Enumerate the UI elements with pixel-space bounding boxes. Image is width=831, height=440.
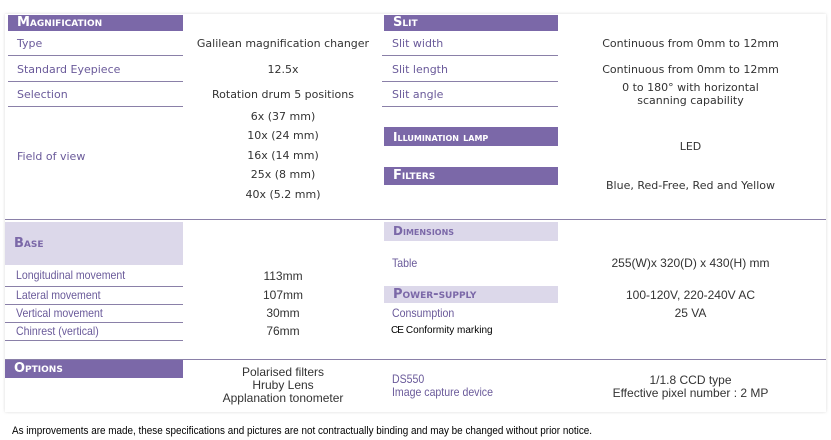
slit-width-label: Slit width [392, 37, 444, 50]
type-label: Type [17, 37, 43, 50]
power-supply-header: Power-supply [384, 286, 558, 303]
row-divider [382, 55, 558, 56]
lateral-label: Lateral movement [16, 288, 101, 302]
row-divider [8, 106, 183, 107]
filters-value: Blue, Red-Free, Red and Yellow [606, 179, 775, 192]
row-divider [5, 304, 183, 305]
filters-header: Filters [384, 167, 558, 185]
field-of-view-label: Field of view [17, 150, 86, 163]
longitudinal-label: Longitudinal movement [16, 268, 126, 282]
row-divider [8, 55, 183, 56]
eyepiece-label: Standard Eyepiece [17, 63, 121, 76]
table-label: Table [392, 256, 418, 270]
dimensions-header: Dimensions [384, 222, 558, 241]
ce-conformity [391, 325, 493, 336]
option-item: Polarised filters [241, 365, 325, 379]
table-value: 255(W)x 320(D) x 430(H) mm [611, 256, 770, 270]
illumination-header: Illumination lamp [384, 127, 558, 146]
device-sublabel: Image capture device [392, 385, 493, 399]
option-item: Hruby Lens [252, 378, 314, 392]
row-divider [382, 81, 558, 82]
illumination-value: LED [679, 140, 702, 153]
magnification-header: Magnification [8, 15, 183, 31]
row-divider [5, 322, 183, 323]
lateral-value: 107mm [262, 288, 303, 302]
slit-width-value: Continuous from 0mm to 12mm [602, 37, 779, 50]
ce-mark-icon: CE [391, 325, 403, 336]
divider [5, 219, 826, 220]
fov-value: 6x (37 mm) [250, 110, 316, 123]
row-divider [382, 106, 558, 107]
option-item: Applanation tonometer [222, 391, 344, 405]
row-divider [8, 81, 183, 82]
selection-value: Rotation drum 5 positions [212, 88, 354, 101]
fov-value: 16x (14 mm) [247, 149, 319, 162]
type-value: Galilean magnification changer [196, 37, 370, 50]
base-header: Base [5, 222, 183, 265]
consumption-value: 25 VA [674, 306, 707, 320]
longitudinal-value: 113mm [263, 269, 303, 283]
device-label: DS550 [392, 372, 425, 386]
device-value: 1/1.8 CCD type [649, 373, 732, 387]
vertical-label: Vertical movement [16, 306, 103, 320]
row-divider [5, 340, 183, 341]
slit-angle-value: 0 to 180° with horizontal [622, 81, 759, 94]
selection-label: Selection [17, 88, 68, 101]
slit-angle-value-2: scanning capability [637, 94, 744, 107]
fov-value: 40x (5.2 mm) [245, 188, 321, 201]
conformity-label: Conformity marking [405, 325, 493, 336]
options-header: Options [5, 360, 183, 378]
slit-angle-label: Slit angle [392, 88, 444, 101]
row-divider [5, 286, 183, 287]
chinrest-label: Chinrest (vertical) [16, 324, 99, 338]
disclaimer: As improvements are made, these specifications and pictures are not contractually binding and may be changed without prior notice. [12, 425, 593, 437]
device-value-2: Effective pixel number : 2 MP [612, 386, 769, 400]
fov-value: 10x (24 mm) [247, 129, 319, 142]
vertical-value: 30mm [266, 306, 300, 320]
chinrest-value: 76mm [266, 324, 300, 338]
slit-header: Slit [384, 15, 558, 31]
consumption-label: Consumption [392, 306, 455, 320]
eyepiece-value: 12.5x [267, 63, 299, 76]
fov-value: 25x (8 mm) [250, 168, 316, 181]
slit-length-label: Slit length [392, 63, 448, 76]
power-value: 100-120V, 220-240V AC [626, 288, 755, 302]
slit-length-value: Continuous from 0mm to 12mm [602, 63, 779, 76]
